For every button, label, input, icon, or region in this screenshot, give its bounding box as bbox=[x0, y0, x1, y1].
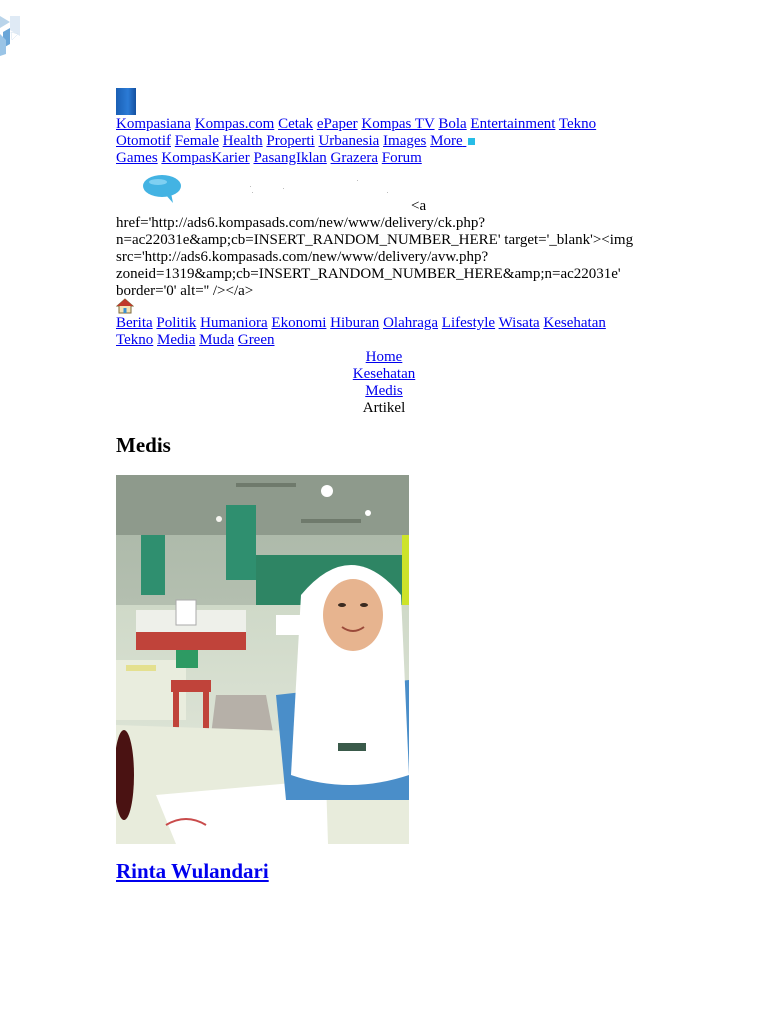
decorative-speck bbox=[387, 192, 388, 193]
ad-code-line: src='http://ads6.kompasads.com/new/www/delivery/avw.php? bbox=[116, 249, 489, 265]
nav-link-forum[interactable]: Forum bbox=[381, 150, 422, 166]
breadcrumb-medis-link[interactable]: Medis bbox=[365, 383, 403, 399]
section-link-green[interactable]: Green bbox=[237, 332, 275, 348]
site-nav-line-3 bbox=[116, 150, 656, 167]
nav-link-epaper[interactable]: ePaper bbox=[316, 116, 358, 132]
ad-code-line: href='http://ads6.kompasads.com/new/www/delivery/ck.php? bbox=[116, 215, 485, 231]
section-link-ekonomi[interactable]: Ekonomi bbox=[271, 315, 327, 331]
section-link-olahraga[interactable]: Olahraga bbox=[383, 315, 439, 331]
nav-link-pasangiklan[interactable]: PasangIklan bbox=[253, 150, 327, 166]
nav-link-properti[interactable]: Properti bbox=[266, 133, 315, 149]
decorative-speck bbox=[357, 180, 358, 181]
nav-link-entertainment[interactable]: Entertainment bbox=[470, 116, 556, 132]
breadcrumb-current: Artikel bbox=[362, 400, 406, 416]
ad-code-line: n=ac22031e&amp;cb=INSERT_RANDOM_NUMBER_HERE' target='_blank'><img bbox=[116, 232, 634, 248]
ad-code-line: <a bbox=[411, 198, 427, 214]
nav-link-health[interactable]: Health bbox=[222, 133, 263, 149]
nav-link-kompaskarier[interactable]: KompasKarier bbox=[161, 150, 250, 166]
blue-square-icon bbox=[116, 88, 136, 115]
decorative-speck bbox=[252, 192, 253, 193]
site-nav bbox=[116, 116, 656, 167]
decorative-speck bbox=[283, 188, 284, 189]
section-link-media[interactable]: Media bbox=[157, 332, 196, 348]
site-nav-line-1 bbox=[116, 116, 656, 133]
section-link-hiburan[interactable]: Hiburan bbox=[330, 315, 380, 331]
section-nav-line-2 bbox=[116, 332, 656, 349]
section-link-berita[interactable]: Berita bbox=[116, 315, 153, 331]
more-dot-icon bbox=[468, 138, 475, 145]
section-link-lifestyle[interactable]: Lifestyle bbox=[441, 315, 496, 331]
home-icon[interactable] bbox=[116, 298, 134, 314]
section-nav-line-1 bbox=[116, 315, 656, 332]
nav-link-cetak[interactable]: Cetak bbox=[278, 116, 314, 132]
author-name-link[interactable]: Rinta Wulandari bbox=[116, 859, 269, 883]
nav-link-kompas-com[interactable]: Kompas.com bbox=[194, 116, 275, 132]
nav-link-bola[interactable]: Bola bbox=[438, 116, 467, 132]
section-link-wisata[interactable]: Wisata bbox=[498, 315, 540, 331]
decorative-speck bbox=[250, 186, 251, 187]
nav-link-images[interactable]: Images bbox=[383, 133, 427, 149]
breadcrumb bbox=[284, 349, 484, 417]
nav-link-otomotif[interactable]: Otomotif bbox=[116, 133, 171, 149]
nav-link-grazera[interactable]: Grazera bbox=[330, 150, 379, 166]
nav-link-urbanesia[interactable]: Urbanesia bbox=[318, 133, 380, 149]
section-link-muda[interactable]: Muda bbox=[199, 332, 235, 348]
section-link-tekno[interactable]: Tekno bbox=[116, 332, 154, 348]
ad-code-line: border='0' alt='' /></a> bbox=[116, 283, 254, 299]
ad-code-line: zoneid=1319&amp;cb=INSERT_RANDOM_NUMBER_HERE&amp;n=ac22031e' bbox=[116, 266, 621, 282]
nav-link-kompasiana[interactable]: Kompasiana bbox=[116, 116, 191, 132]
nav-link-games[interactable]: Games bbox=[116, 150, 158, 166]
author-photo[interactable] bbox=[116, 475, 409, 844]
nav-link-more-label: More bbox=[430, 133, 463, 149]
section-link-humaniora[interactable]: Humaniora bbox=[200, 315, 268, 331]
breadcrumb-kesehatan-link[interactable]: Kesehatan bbox=[352, 366, 416, 382]
section-nav bbox=[116, 315, 656, 349]
nav-link-tekno[interactable]: Tekno bbox=[558, 116, 597, 132]
site-nav-line-2 bbox=[116, 133, 656, 150]
kompasiana-logo-icon[interactable] bbox=[0, 14, 20, 58]
section-link-kesehatan[interactable]: Kesehatan bbox=[543, 315, 606, 331]
section-title: Medis bbox=[116, 433, 171, 457]
breadcrumb-home-link[interactable]: Home bbox=[365, 349, 403, 365]
nav-link-female[interactable]: Female bbox=[174, 133, 219, 149]
nav-link-kompas-tv[interactable]: Kompas TV bbox=[361, 116, 435, 132]
author-name-heading bbox=[116, 858, 269, 884]
nav-link-more[interactable] bbox=[430, 133, 475, 149]
ad-code-text bbox=[116, 198, 656, 300]
section-link-politik[interactable]: Politik bbox=[156, 315, 197, 331]
